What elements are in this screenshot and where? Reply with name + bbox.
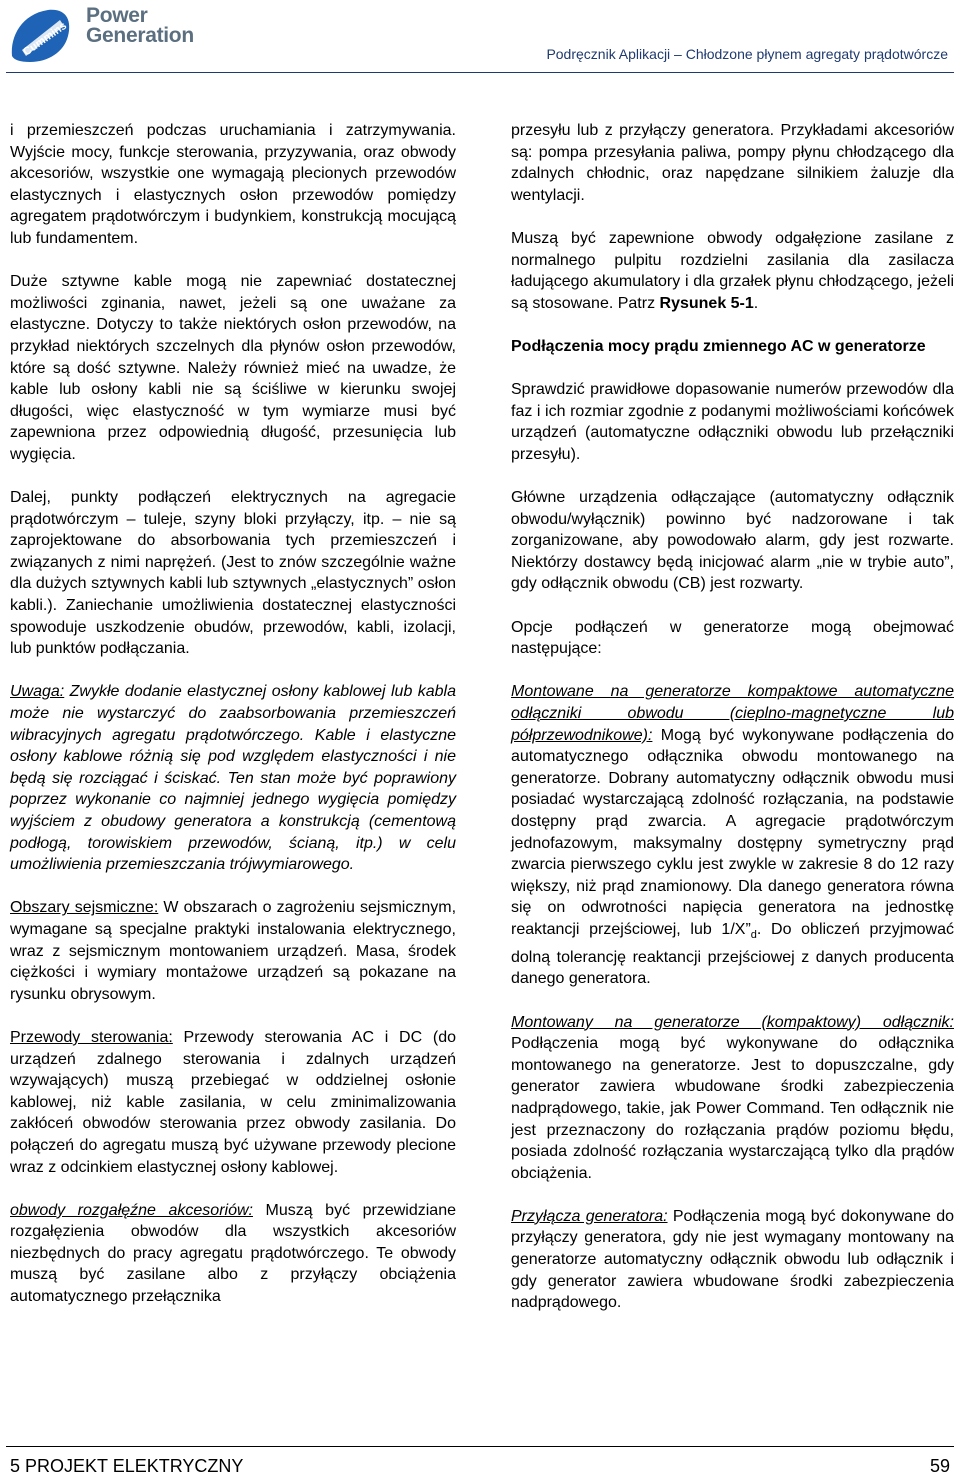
brand-line-power: Power xyxy=(86,4,148,27)
paragraph-text-end: . xyxy=(753,294,759,312)
terminals-text: Podłączenia mogą być dokonywane do przyłączy generatora, gdy nie jest wymagany montowany na generatorze automatyczny odłącznik obwodu lub odłącznik i gdy generator zawiera wbudowane środki zabezpieczenia nadprądowego. xyxy=(511,1207,954,1312)
paragraph xyxy=(10,1200,456,1308)
paragraph: Dalej, punkty podłączeń elektrycznych na agregacie prądotwórczym – tuleje, szyny bloki przyłączy, itp. – nie są zaprojektowane do absorbowania tych przemieszczeń i związanych z nimi naprężeń. (Jest to znów szczególnie ważne dla dużych sztywnych kabli lub sztywnych „elastycznych” osłon kabli.). Zaniechanie umożliwienia dostatecznej elastyczności spowoduje uszkodzenie obudów, przewodów, kabli, izolacji, lub punktów podłączania. xyxy=(10,489,456,658)
terminals-label: Przyłącza generatora: xyxy=(511,1207,668,1225)
paragraph: Główne urządzenia odłączające (automatyczny odłącznik obwodu/wyłącznik) powinno być nadzorowane i tak zorganizowane, aby powodowało alarm, gdy jest rozwarte. Niektórzy dostawcy będą inicjować alarm „nie w trybie auto”, gdy odłącznik obwodu (CB) jest rozwarty. xyxy=(511,489,954,593)
figure-reference: Rysunek 5-1 xyxy=(659,294,754,312)
svg-text:Cummins: Cummins xyxy=(21,19,69,59)
breakers-text: Mogą być wykonywane podłączenia do automatycznego odłącznika obwodu montowanego na generatorze. Dobrany automatyczny odłącznik obwodu musi posiadać wystarczającą zdolność rozłączania, na podstawie dostępny prąd zwarcia. A agregacie prądotwórczym jednofazowym, maksymalny dostępny symetryczny prąd zwarcia pierwszego cyklu jest zwykle w zakresie 8 do 12 razy większy, niż prąd znamionowy. Dla danego generatora równa się on odwrotności napięcia generatora na jednostkę reaktancji przejściowej, lub 1/X” xyxy=(511,726,954,938)
breakers-text-end: . Do obliczeń przyjmować dolną tolerancję reaktancji przejściowej z danych producenta danego generatora. xyxy=(511,920,954,988)
brand-line-generation: Generation xyxy=(86,24,194,47)
seismic-label: Obszary sejsmiczne: xyxy=(10,899,159,917)
paragraph xyxy=(10,897,456,1005)
accessory-circuits-text: Muszą być przewidziane rozgałęzienia obwodów dla wszystkich akcesoriów niezbędnych do pracy agregatu prądotwórczego. Te obwody muszą być zasilane albo z przyłączy obciążenia automatycznego przełącznika xyxy=(10,1201,456,1306)
left-column xyxy=(10,120,456,1329)
accessory-circuits-label: obwody rozgałęźne akcesoriów: xyxy=(10,1201,253,1219)
right-column xyxy=(511,120,954,1335)
paragraph: Sprawdzić prawidłowe dopasowanie numerów przewodów dla faz i ich rozmiar zgodnie z podanymi możliwościami końcówek urządzeń (automatyczne odłączniki obwodu lub przełączniki przesyłu). xyxy=(511,381,954,463)
cummins-logo-icon xyxy=(8,6,74,64)
subscript-d: d xyxy=(750,929,757,942)
page-header xyxy=(0,0,960,80)
paragraph xyxy=(511,228,954,314)
header-divider xyxy=(6,72,954,73)
note-paragraph xyxy=(10,681,456,875)
brand-wordmark xyxy=(86,6,194,46)
breakers-label: Montowane na generatorze kompaktowe automatyczne odłączniki obwodu (cieplno-magnetyczne lub półprzewodnikowe): xyxy=(511,683,954,744)
paragraph: przesyłu lub z przyłączy generatora. Przykładami akcesoriów są: pompa przesyłania paliwa, pompy płynu chłodzącego dla zdalnych chłodnic, oraz napędzane silnikiem żaluzje dla wentylacji. xyxy=(511,122,954,204)
section-title: 5 PROJEKT ELEKTRYCZNY xyxy=(10,1456,244,1476)
paragraph xyxy=(511,1206,954,1314)
paragraph-text: Muszą być zapewnione obwody odgałęzione zasilane z normalnego pulpitu rozdzielni zasilania dla zasilacza ładującego akumulatory i dla grzałek płynu chłodzącego, jeżeli są stosowane. Patrz xyxy=(511,229,954,312)
disconnector-text: Podłączenia mogą być wykonywane do odłącznika montowanego na generatorze. Jest to dopuszczalne, gdy generator zawiera wbudowane środki zabezpieczenia nadprądowego, takie, jak Power Command. Ten odłącznik nie jest przeznaczony do rozłączania prądów poziomu błędu, posiada zdolność rozłączania wystarczającą tylko dla prądów obciążenia. xyxy=(511,1035,954,1182)
page-footer xyxy=(0,1440,960,1478)
page-number: 59 xyxy=(929,1456,950,1476)
paragraph: Opcje podłączeń w generatorze mogą obejmować następujące: xyxy=(511,618,954,658)
paragraph xyxy=(511,1012,954,1185)
control-wires-label: Przewody sterowania: xyxy=(10,1028,173,1046)
paragraph: i przemieszczeń podczas uruchamiania i zatrzymywania. Wyjście mocy, funkcje sterowania, przyzywania, oraz obwody akcesoriów, wszystkie one wymagają plecionych przewodów elastycznych i elastycznych osłon przewodów pomiędzy agregatem prądotwórczym i budynkiem, konstrukcją mocującą lub fundamentem. xyxy=(10,122,456,247)
paragraph xyxy=(10,1027,456,1178)
paragraph: Duże sztywne kable mogą nie zapewniać dostatecznej możliwości zginania, nawet, jeżeli są one uważane za elastyczne. Dotyczy to także niektórych osłon przewodów, na przykład niektórych szczelnych dla płynów osłon przewodów, które są dość sztywne. Należy również mieć na uwadze, że kable lub osłony kabli nie są ściśliwe w kierunku swojej długości, więc elastyczność w tym wymiarze musi być zapewniona przez odpowiednią długość, przesunięcia lub wygięcia. xyxy=(10,273,456,463)
note-label: Uwaga: xyxy=(10,683,65,701)
seismic-text: W obszarach o zagrożeniu sejsmicznym, wymagane są specjalne praktyki instalowania elektrycznego, wraz z sejsmicznym montowaniem urządzeń. Masa, środek ciężkości i wymiary montażowe urządzeń są pokazane na rysunku obrysowym. xyxy=(10,899,457,1003)
note-text: Zwykłe dodanie elastycznej osłony kablowej lub kabla może nie wystarczyć do zaabsorbowania przemieszczeń wibracyjnych agregatu prądotwórczego. Kable i elastyczne osłony kablowe różnią się pod względem elastyczności i nie będą się rozciągać i ściskać. Ten stan może być poprawiony poprzez wykonanie co najmniej jednego wygięcia pomiędzy wyjściem z obudowy generatora a konstrukcją (cementową podłogą, torowiskiem przewodów, ścianą, itp.) w celu umożliwienia przemieszczania trójwymiarowego. xyxy=(10,683,456,874)
footer-divider xyxy=(6,1446,954,1447)
control-wires-text: Przewody sterowania AC i DC (do urządzeń zdalnego sterowania i zdalnych urządzeń wzywających) muszą przebiegać w oddzielnej osłonie kablowej, niż kable zasilania, w celu zminimalizowania zakłóceń obwodów sterowania przez obwody zasilania. Do połączeń do agregatu muszą być używane przewody plecione wraz z odcinkiem elastycznej osłony kablowej. xyxy=(10,1028,456,1176)
disconnector-label: Montowany na generatorze (kompaktowy) odłącznik: xyxy=(511,1013,954,1031)
paragraph xyxy=(511,681,954,990)
section-heading: Podłączenia mocy prądu zmiennego AC w generatorze xyxy=(511,337,926,355)
document-title: Podręcznik Aplikacji – Chłodzone płynem agregaty prądotwórcze xyxy=(546,46,948,62)
